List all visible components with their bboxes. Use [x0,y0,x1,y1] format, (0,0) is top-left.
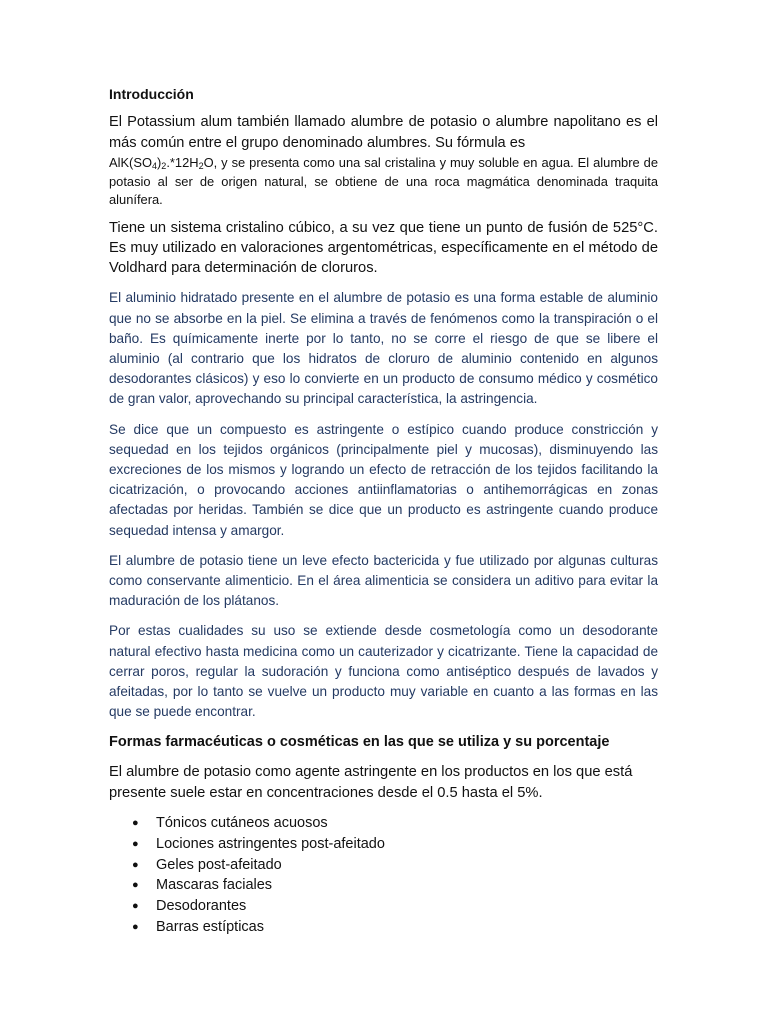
list-item-label: Desodorantes [156,898,247,915]
list-item [109,813,658,834]
formula-text: ) [157,155,162,170]
list-item-label: Barras estípticas [156,919,264,936]
bullet-icon: ● [132,817,139,830]
paragraph-astringente: Se dice que un compuesto es astringente o estípico cuando produce constricción y sequedad en los tejidos orgánicos (principalmente piel y mucosas), disminuyendo las excreciones de los mismos y logrando un efecto de retracción de los tejidos facilitando la cicatrización, o provocando acciones antiinflamatorias o antihemorrágicas en zonas afectadas por heridas. También se dice que un producto es astringente cuando produce sequedad intensa y amargor. [109,421,658,538]
intro-line-1: El Potassium alum también llamado alumbre de potasio o alumbre napolitano es el más común entre el grupo denominado alumbres. Su fórmula es [109,114,658,151]
forms-bullet-list [109,813,658,938]
bullet-icon: ● [132,921,139,934]
list-item [109,855,658,876]
list-item [109,896,658,917]
paragraph-cualidades: Por estas cualidades su uso se extiende desde cosmetología como un desodorante natural efectivo hasta medicina como un cauterizador y cicatrizante. Tiene la capacidad de cerrar poros, regular la sudoración y funciona como antiséptico después de lavados y afeitadas, por lo tanto se vuelve un producto muy variable en cuanto a las formas en las que se puede encontrar. [109,623,658,720]
document-body [109,84,658,938]
list-item [109,875,658,896]
formula-subscript: 2 [161,161,167,171]
intro-paragraph [109,112,658,210]
bullet-icon: ● [132,900,139,913]
section-heading-introduccion: Introducción [109,86,194,102]
section-heading-formas: Formas farmacéuticas o cosméticas en las que se utiliza y su porcentaje [109,734,610,751]
bullet-icon: ● [132,858,139,871]
bullet-icon: ● [132,879,139,892]
intro-line-2: , y se presenta como una sal cristalina y muy soluble en agua. El alumbre de potasio al ser de origen natural, se obtiene de una roca magmática denominada traquita alunífera. [109,155,658,207]
paragraph-concentraciones: El alumbre de potasio como agente astringente en los productos en los que está presente suele estar en concentraciones desde el 0.5 hasta el 5%. [109,764,633,801]
formula-text: O [203,155,214,170]
formula-text: .*12H [166,155,199,170]
paragraph-aluminio-hidratado: El aluminio hidratado presente en el alumbre de potasio es una forma estable de aluminio que no se absorbe en la piel. Se elimina a través de fenómenos como la transpiración o el baño. Es químicamente inerte por lo tanto, no se corre el riesgo de que se libere el aluminio (al contrario que los hidratos de cloruro de aluminio contenido en algunos desodorantes clásicos) y eso lo convierte en un producto de consumo médico y cosmético de gran valor, aprovechando su principal característica, la astringencia. [109,290,658,407]
list-item-label: Tónicos cutáneos acuosos [156,815,328,832]
formula-text: AlK(SO [109,155,152,170]
paragraph-crystal-system: Tiene un sistema cristalino cúbico, a su vez que tiene un punto de fusión de 525°C. Es muy utilizado en valoraciones argentométricas, específicamente en el método de Voldhard para determinación de cloruros. [109,219,658,277]
paragraph-bactericida: El alumbre de potasio tiene un leve efecto bactericida y fue utilizado por algunas culturas como conservante alimenticio. En el área alimenticia se considera un aditivo para evitar la maduración de los plátanos. [109,552,658,609]
list-item-label: Mascaras faciales [156,877,273,894]
list-item [109,834,658,855]
formula-subscript: 2 [198,161,204,171]
list-item-label: Geles post-afeitado [156,856,282,873]
bullet-icon: ● [132,837,139,850]
formula-subscript: 4 [151,161,157,171]
list-item-label: Lociones astringentes post-afeitado [156,835,385,852]
intro-formula-line [109,154,658,210]
list-item [109,917,658,938]
